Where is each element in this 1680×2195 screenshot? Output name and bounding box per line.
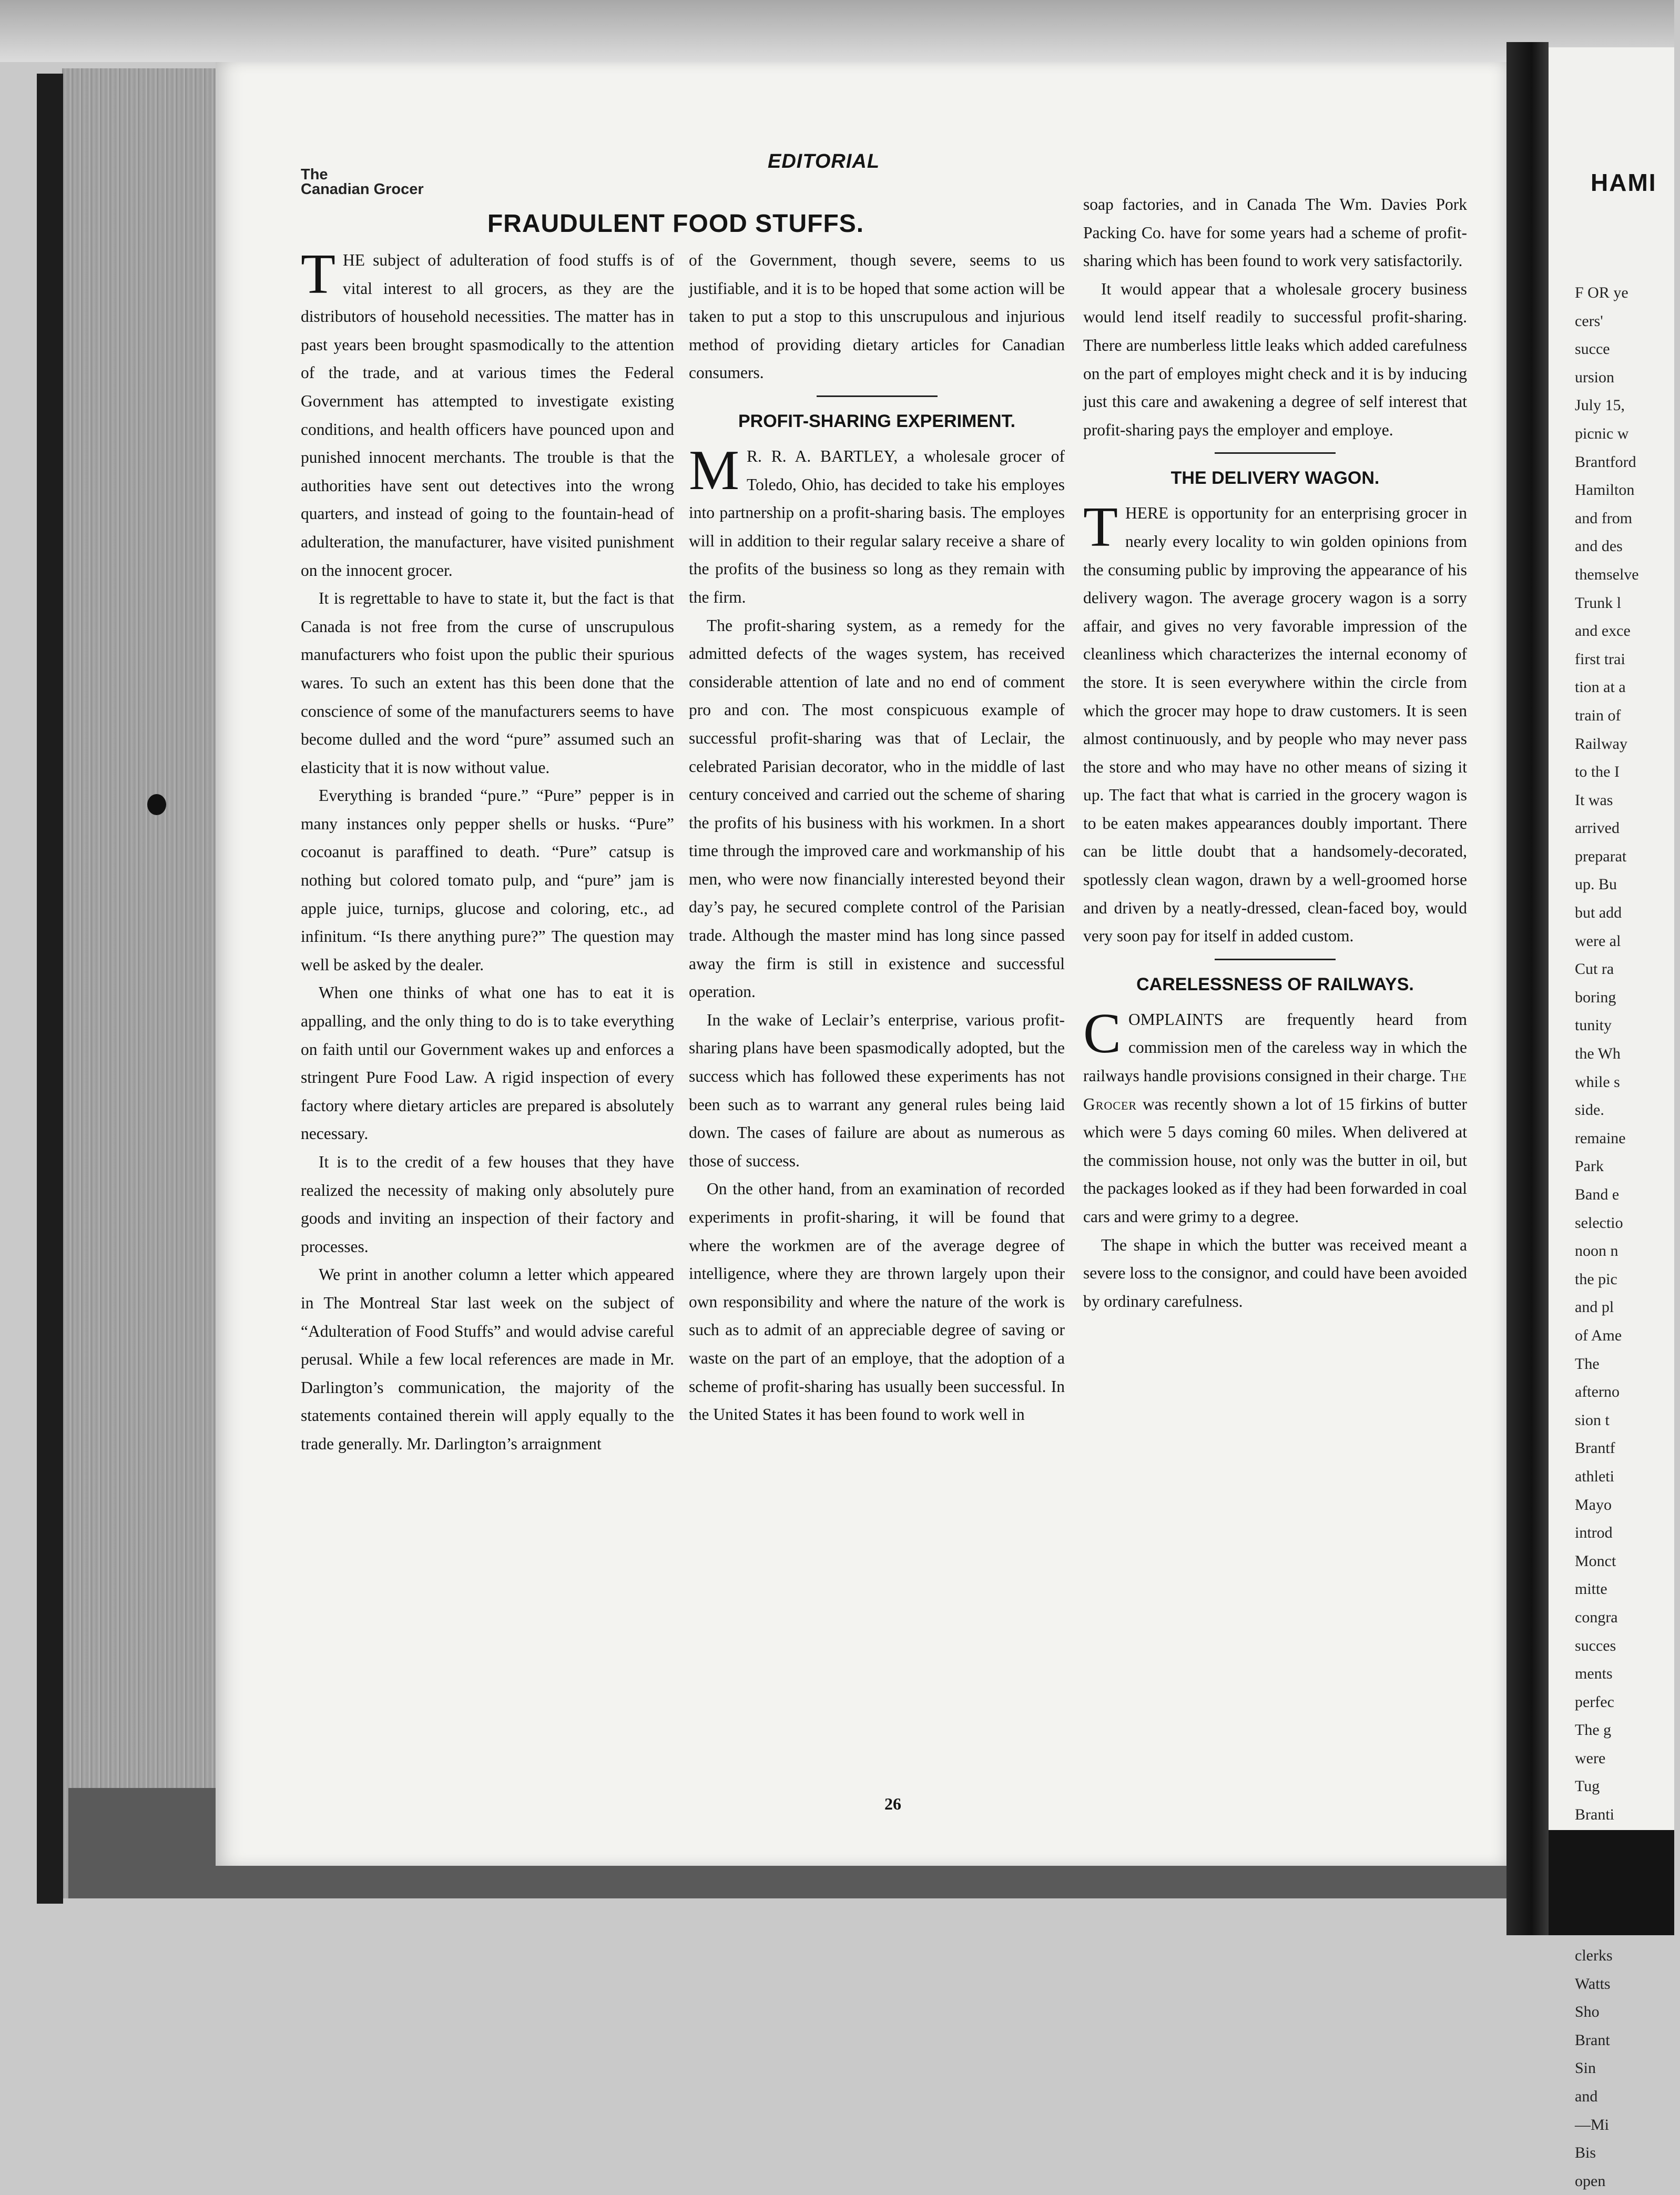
facing-page-line: train of	[1575, 706, 1621, 724]
facing-page-line: Band e	[1575, 1186, 1620, 1203]
facing-page-line: Park	[1575, 1157, 1604, 1175]
subheading: CARELESSNESS OF RAILWAYS.	[1136, 974, 1414, 994]
column-2	[689, 246, 1065, 1429]
column-1	[301, 243, 674, 1458]
paragraph: It is to the credit of a few houses that they have realized the necessity of making only absolutely pure goods and inviting an inspection of their factory and processes.	[301, 1153, 674, 1256]
paragraph: It would appear that a wholesale grocery business would lend itself readily to successful profit-sharing. There are numberless little leaks which added carefulness on the part of employes might check and it is by inducing just this care and awakening a degree of self interest that profit-sharing pays the employer and employe.	[1083, 279, 1467, 439]
facing-page-line: remaine	[1575, 1129, 1626, 1147]
section-divider	[1215, 452, 1336, 454]
facing-page-line: Hamilton	[1575, 481, 1635, 499]
paragraph	[1083, 1002, 1468, 1231]
facing-page-line: selectio	[1575, 1214, 1623, 1232]
paragraph	[689, 439, 1065, 612]
publication-name: The Grocer	[1083, 1066, 1468, 1113]
facing-page-line: and pl	[1575, 1298, 1614, 1316]
paragraph: We print in another column a letter which appeared in The Montreal Star last week on the subject of “Adulteration of Food Stuffs” and would advise careful perusal. While a few local references are made in Mr. Darlington’s communication, the majority of the statements contained therein will apply equally to the trade generally. Mr. Darlington’s arraignment	[301, 1265, 674, 1453]
paragraph: The profit-sharing system, as a remedy for the admitted defects of the wages system, has received considerable attention of late and no end of comment pro and con. The most conspicuous example of successful profit-sharing was that of Leclair, the celebrated Parisian decorator, who in the middle of last century conceived and carried out the scheme of sharing the profits of his business with his workmen. In a short time through the improved care and workmanship of his men, who were now financially interested beyond their day’s pay, he secured complete control of the Parisian trade. Although the master mind has long since passed away the firm is still in existence and successful operation.	[689, 616, 1065, 1001]
facing-page-line: afterno	[1575, 1383, 1620, 1401]
facing-page-line: sion t	[1575, 1411, 1610, 1429]
paragraph-text: R. R. A. BARTLEY, a wholesale grocer of Toledo, Ohio, has decided to take his employes into partnership on a profit-sharing basis. The employes will in addition to their regular salary receive a share of the profits of the business so long as they remain with the firm.	[689, 446, 1065, 606]
scan-background	[0, 0, 1674, 62]
facing-page-line: Monct	[1575, 1552, 1616, 1570]
facing-page-line: up. Bu	[1575, 876, 1617, 893]
facing-page-line: perfec	[1575, 1693, 1614, 1711]
facing-page-line: of Ame	[1575, 1326, 1622, 1344]
facing-page-line: succes	[1575, 1637, 1616, 1654]
masthead-line2: Canadian Grocer	[301, 181, 424, 198]
facing-page-line: succe	[1575, 340, 1610, 358]
facing-page-line: open	[1575, 2172, 1606, 2190]
facing-page-line: Brantf	[1575, 1439, 1615, 1457]
subheading: THE DELIVERY WAGON.	[1170, 468, 1380, 489]
facing-page-line: Sho	[1575, 2003, 1600, 2021]
facing-page-line: cers'	[1575, 312, 1603, 330]
drop-cap: T	[1083, 496, 1118, 559]
facing-page-line: were al	[1575, 932, 1621, 950]
facing-page-line: The g	[1575, 1721, 1612, 1739]
facing-page-line: tion at a	[1575, 678, 1626, 696]
book-binding	[37, 74, 63, 1904]
page-stack-edge	[62, 68, 220, 1898]
paragraph	[301, 243, 674, 584]
facing-page-line: and from	[1575, 509, 1633, 527]
facing-page-line: Trunk l	[1575, 594, 1622, 612]
facing-page-line: themselve	[1575, 565, 1639, 583]
facing-page-line: congra	[1575, 1608, 1618, 1626]
facing-page-line: picnic w	[1575, 424, 1629, 442]
paragraph: When one thinks of what one has to eat it is appalling, and the only thing to do is to take everything on faith until our Government wakes up and enforces a stringent Pure Food Law. A rigid inspection of every factory where dietary articles are prepared is absolutely necessary.	[301, 983, 674, 1143]
facing-page-line: July 15,	[1575, 397, 1625, 414]
facing-page-line: while s	[1575, 1073, 1620, 1091]
paragraph-text: OMPLAINTS are frequently heard from commission men of the careless way in which the railways handle provisions consigned in their charge.	[1083, 1010, 1467, 1085]
facing-page-line: the pic	[1575, 1270, 1617, 1288]
facing-page-line: The	[1575, 1355, 1600, 1373]
facing-page-line: Watts	[1575, 1975, 1611, 1993]
paragraph: On the other hand, from an examination of recorded experiments in profit-sharing, it will be found that where the workmen are of the average degree of intelligence, where they are thrown largely upon their own responsibility and where the nature of the work is such as to admit of an appreciable degree of saving or waste on the part of an employe, that the adoption of a scheme of profit-sharing has usually been successful. In the United States it has been found to work well in	[689, 1180, 1065, 1424]
article-title: FRAUDULENT FOOD STUFFS.	[487, 210, 864, 238]
facing-page-line: to the I	[1575, 763, 1620, 781]
facing-page-line: first trai	[1575, 650, 1625, 668]
paragraph	[1083, 496, 1467, 950]
column-3	[1083, 190, 1467, 1315]
facing-page-line: Tug	[1575, 1777, 1600, 1795]
paragraph: In the wake of Leclair’s enterprise, various profit-sharing plans have been spasmodically adopted, but the success which has followed these experiments has not been such as to warrant any general rules being laid down. The cases of failure are about as numerous as those of success.	[689, 1010, 1065, 1170]
paragraph: Everything is branded “pure.” “Pure” pepper is in many instances only pepper shells or husks. “Pure” cocoanut is paraffined to death. “Pure” catsup is nothing but colored tomato pulp, and “pure” jam is apple juice, turnips, glucose and coloring, etc., ad infinitum. “Is there anything pure?” The question may well be asked by the dealer.	[301, 786, 674, 974]
facing-page-line: arrived	[1575, 819, 1620, 837]
facing-page-line: Cut ra	[1575, 960, 1614, 978]
facing-page-line: Bis	[1575, 2144, 1596, 2162]
paragraph: It is regrettable to have to state it, but the fact is that Canada is not free from the curse of unscrupulous manufacturers who foist upon the public their spurious wares. To such an extent has this been done that the conscience of some of the manufacturers seems to have become dulled and the word “pure” assumed such an elasticity that it is now without value.	[301, 589, 674, 777]
facing-page-line: Brantford	[1575, 453, 1636, 471]
paragraph-text: HERE is opportunity for an enterprising grocer in nearly every locality to win golden opinions from the consuming public by improving the appearance of his delivery wagon. The average grocery wagon is a sorry affair, and gives no very favorable impression of the cleanliness which characterizes the internal economy of the store. It is seen everywhere within the circle from which the grocer may hope to draw customers. It is seen almost continuously, and by people who may never pass the store and who may have no other means of sizing it up. The fact that what is carried in the grocery wagon is to be eaten makes appearances doubly important. There can be little doubt that a handsomely-decorated, spotlessly clean wagon, drawn by a well-groomed horse and driven by a neatly-dressed, clean-faced boy, would very soon pay for itself in added custom.	[1083, 504, 1467, 946]
paragraph: of the Government, though severe, seems to us justifiable, and it is to be hoped that some action will be taken to put a stop to this unscrupulous and injurious method of providing dietary articles for Canadian consumers.	[689, 251, 1065, 382]
facing-page-line: introd	[1575, 1524, 1613, 1542]
facing-page-line: were	[1575, 1749, 1606, 1767]
facing-page-line: tunity	[1575, 1017, 1612, 1034]
ink-blot	[147, 794, 166, 815]
facing-page-line: and exce	[1575, 622, 1631, 640]
scan-edge	[1549, 1830, 1674, 1935]
facing-page-line: F OR ye	[1575, 284, 1628, 301]
facing-page-line: ments	[1575, 1665, 1613, 1683]
book-gutter	[1506, 42, 1549, 1935]
facing-page-line: clerks	[1575, 1947, 1613, 1965]
facing-page-line: and des	[1575, 537, 1623, 555]
drop-cap: M	[689, 439, 740, 502]
facing-page-line: It was	[1575, 791, 1613, 809]
paragraph-text: was recently shown a lot of 15 firkins of butter which were 5 days coming 60 miles. When delivered at the commission house, not only was the butter in oil, but the packages looked as if they had been forwarded in coal cars and were grimy to a degree.	[1083, 1094, 1467, 1226]
subheading: PROFIT-SHARING EXPERIMENT.	[738, 411, 1016, 431]
section-divider	[1215, 959, 1336, 960]
masthead-line1: The	[301, 166, 328, 183]
facing-page-line: Branti	[1575, 1806, 1614, 1824]
facing-page-line: Sin	[1575, 2059, 1596, 2077]
facing-page	[1549, 47, 1674, 2190]
facing-page-line: Brant	[1575, 2031, 1610, 2049]
drop-cap: T	[301, 243, 335, 306]
facing-page-line: mitte	[1575, 1580, 1607, 1598]
facing-page-line: ursion	[1575, 368, 1614, 386]
facing-page-line: preparat	[1575, 847, 1627, 865]
paragraph: The shape in which the butter was received meant a severe loss to the consignor, and could have been avoided by ordinary carefulness.	[1083, 1235, 1467, 1310]
section-divider	[817, 395, 938, 397]
facing-page-line: —Mi	[1575, 2116, 1610, 2133]
drop-cap: C	[1083, 1002, 1122, 1065]
facing-page-line: Mayo	[1575, 1496, 1612, 1513]
facing-page-line: noon n	[1575, 1242, 1618, 1260]
page-number: 26	[884, 1794, 901, 1813]
masthead	[301, 167, 424, 197]
facing-page-line: boring	[1575, 988, 1616, 1006]
paragraph: soap factories, and in Canada The Wm. Davies Pork Packing Co. have for some years had a scheme of profit-sharing which has been found to work very satisfactorily.	[1083, 195, 1467, 270]
section-heading: EDITORIAL	[768, 150, 880, 172]
facing-page-line: but add	[1575, 904, 1622, 922]
facing-page-line: Railway	[1575, 735, 1627, 753]
paragraph-text: HE subject of adulteration of food stuffs is of vital interest to all grocers, as they are the distributors of household necessities. The matter has in past years been brought spasmodically to the attention of the trade, and at various times the Federal Government has attempted to investigate existing conditions, and health officers have pounced upon and punished innocent merchants. The trouble is that the authorities have sent out detectives into the wrong quarters, and instead of going to the fountain-head of adulteration, the manufacturer, have visited punishment on the innocent grocer.	[301, 251, 674, 580]
facing-page-heading: HAMI	[1591, 169, 1657, 196]
facing-page-line: side.	[1575, 1101, 1604, 1119]
facing-page-line: athleti	[1575, 1467, 1614, 1485]
facing-page-line: the Wh	[1575, 1045, 1621, 1063]
facing-page-line: and	[1575, 2088, 1598, 2105]
